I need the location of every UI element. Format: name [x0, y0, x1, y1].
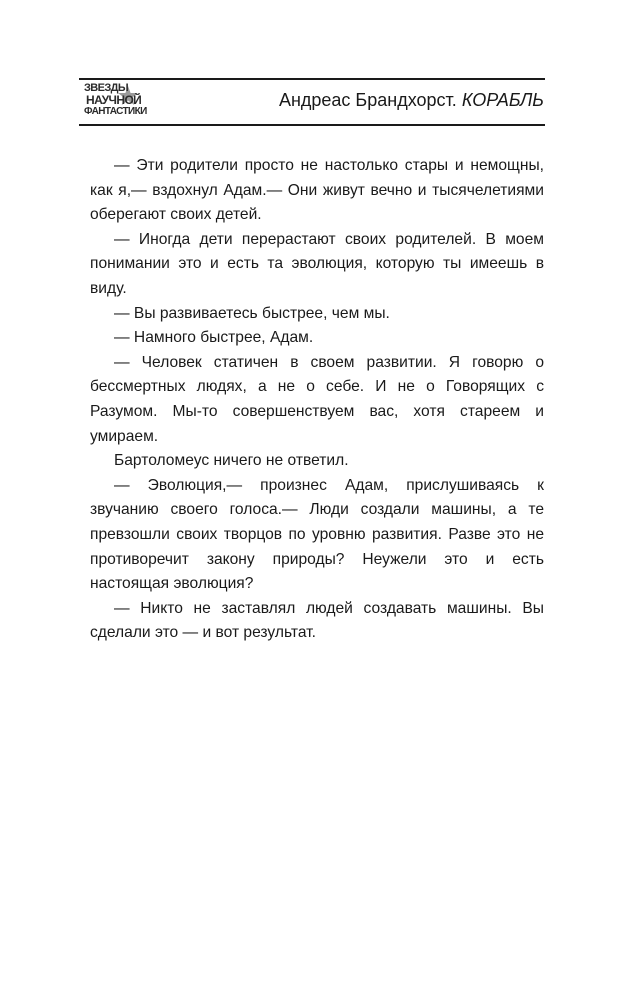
header-top-rule	[79, 78, 545, 80]
logo-line-1: ЗВЕЗДЫ	[84, 82, 129, 94]
paragraph: — Эволюция,— произнес Адам, прислушиваясь к звучанию своего голоса.— Люди создали машины, а те превзошли своих творцов по уровню развития. Разве это не противоречит закону природы? Неужели это и есть настоящая эволюция?	[90, 476, 544, 593]
logo-line-2: НАУЧНОЙ	[86, 93, 142, 107]
series-logo	[84, 82, 162, 120]
paragraph: — Никто не заставлял людей создавать машины. Вы сделали это — и вот результат.	[90, 599, 544, 642]
page-body	[90, 154, 544, 646]
paragraph: — Эти родители просто не настолько стары и немощны, как я,— вздохнул Адам.— Они живут вечно и тысячелетиями оберегают своих детей.	[90, 157, 544, 224]
author-name: Андреас Брандхорст.	[278, 90, 457, 110]
running-header	[279, 88, 544, 112]
logo-line-3: ФАНТАСТИКИ	[84, 106, 147, 117]
paragraph: — Намного быстрее, Адам.	[114, 329, 314, 347]
book-title: КОРАБЛЬ	[461, 90, 544, 110]
header-bottom-rule	[79, 124, 545, 126]
paragraph: — Вы развиваетесь быстрее, чем мы.	[114, 304, 390, 322]
paragraph: — Человек статичен в своем развитии. Я говорю о бессмертных людях, а не о себе. И не о Говорящих с Разумом. Мы-то совершенствуем вас, хотя стареем и умираем.	[90, 353, 544, 445]
paragraph: Бартоломеус ничего не ответил.	[114, 452, 349, 470]
paragraph: — Иногда дети перерастают своих родителей. В моем понимании это и есть та эволюция, которую ты имеешь в виду.	[90, 230, 544, 297]
